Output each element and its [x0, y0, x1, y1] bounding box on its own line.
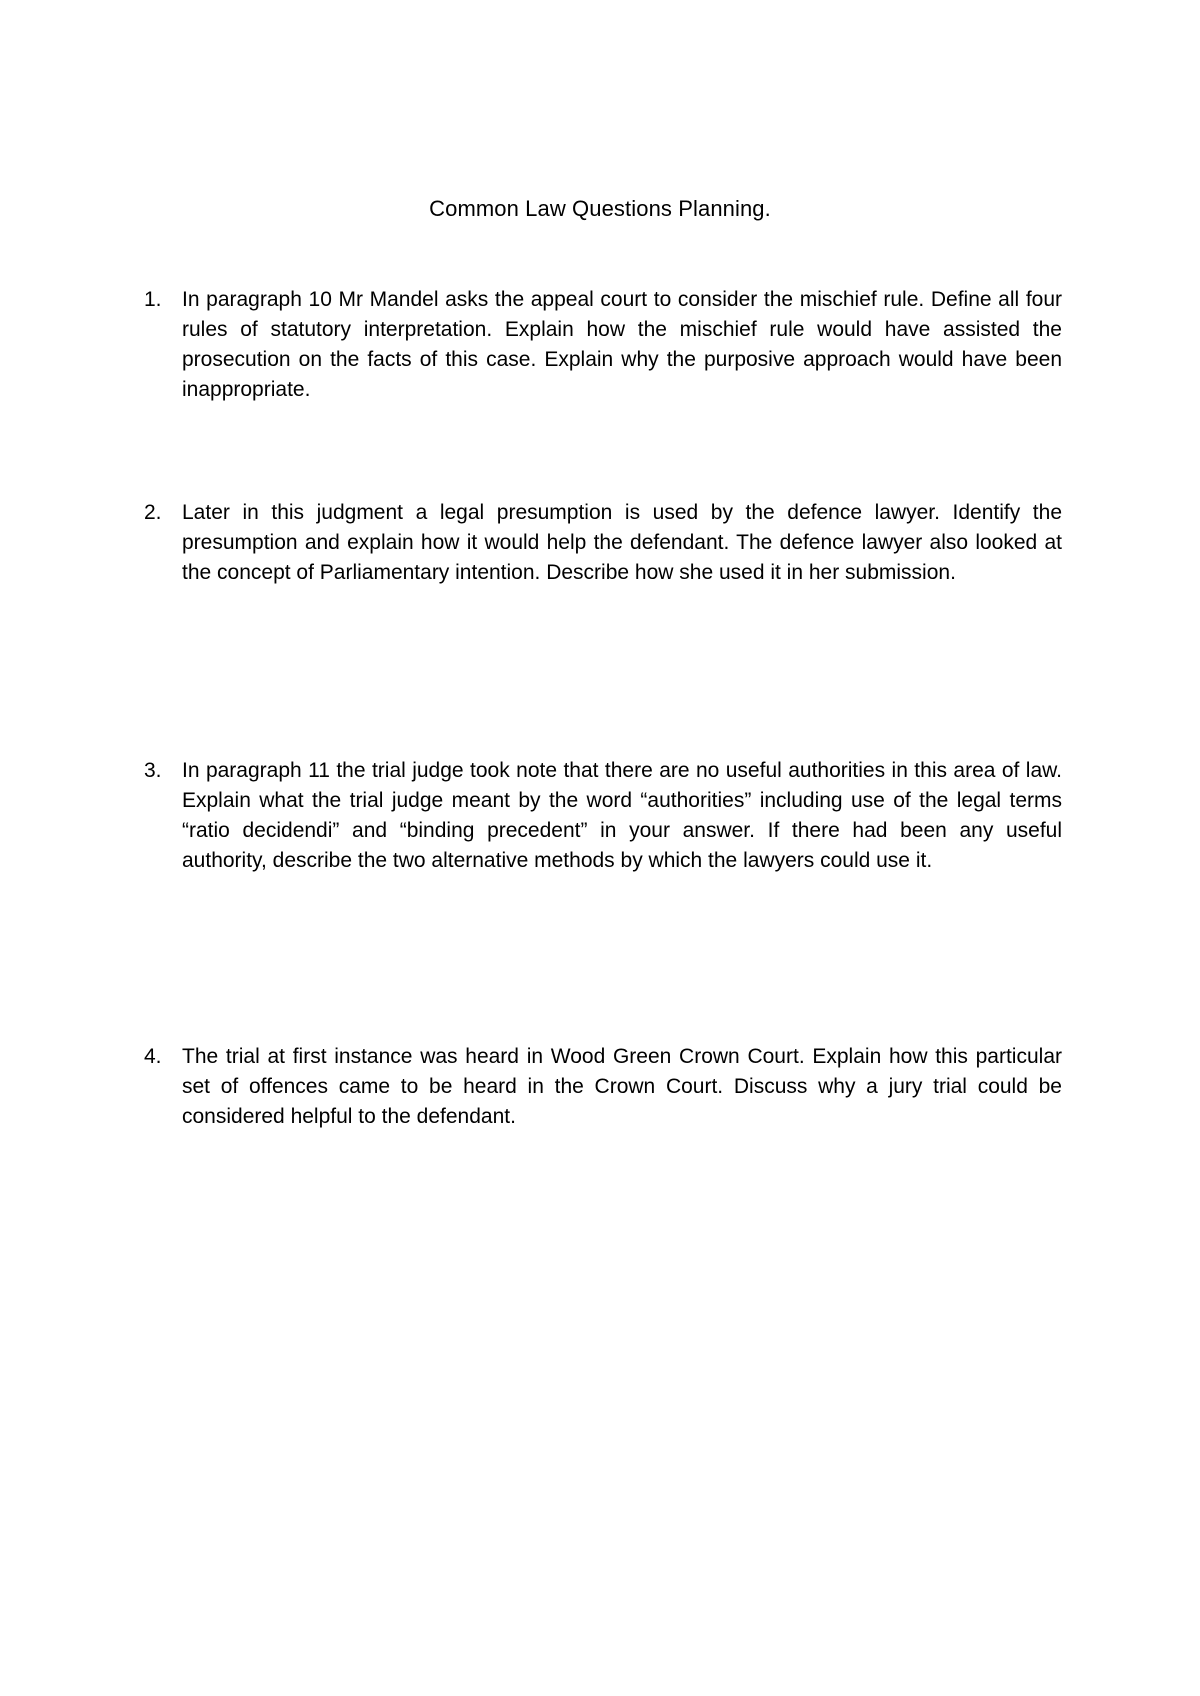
- question-text: In paragraph 11 the trial judge took note that there are no useful authorities in this area of law. Explain what the trial judge meant by the word “authorities” including use of the legal terms “ratio decidendi” and “binding precedent” in your answer. If there had been any useful authority, describe the two alternative methods by which the lawyers could use it.: [182, 759, 1062, 872]
- question-text: The trial at first instance was heard in Wood Green Crown Court. Explain how this particular set of offences came to be heard in the Crown Court. Discuss why a jury trial could be considered helpful to the defendant.: [182, 1045, 1062, 1128]
- question-number: 3.: [144, 759, 162, 782]
- question-text: Later in this judgment a legal presumption is used by the defence lawyer. Identify the presumption and explain how it would help the defendant. The defence lawyer also looked at the concept of Parliamentary intention. Describe how she used it in her submission.: [182, 501, 1062, 584]
- question-number: 2.: [144, 501, 162, 524]
- question-item: [144, 1042, 1062, 1132]
- question-number: 1.: [144, 288, 162, 311]
- question-text: In paragraph 10 Mr Mandel asks the appeal court to consider the mischief rule. Define all four rules of statutory interpretation. Explain how the mischief rule would have assisted the prosecution on the facts of this case. Explain why the purposive approach would have been inappropriate.: [182, 288, 1062, 401]
- question-number: 4.: [144, 1045, 162, 1068]
- question-item: [144, 285, 1062, 405]
- document-title: Common Law Questions Planning.: [429, 196, 771, 221]
- question-item: [144, 498, 1062, 588]
- question-item: [144, 756, 1062, 876]
